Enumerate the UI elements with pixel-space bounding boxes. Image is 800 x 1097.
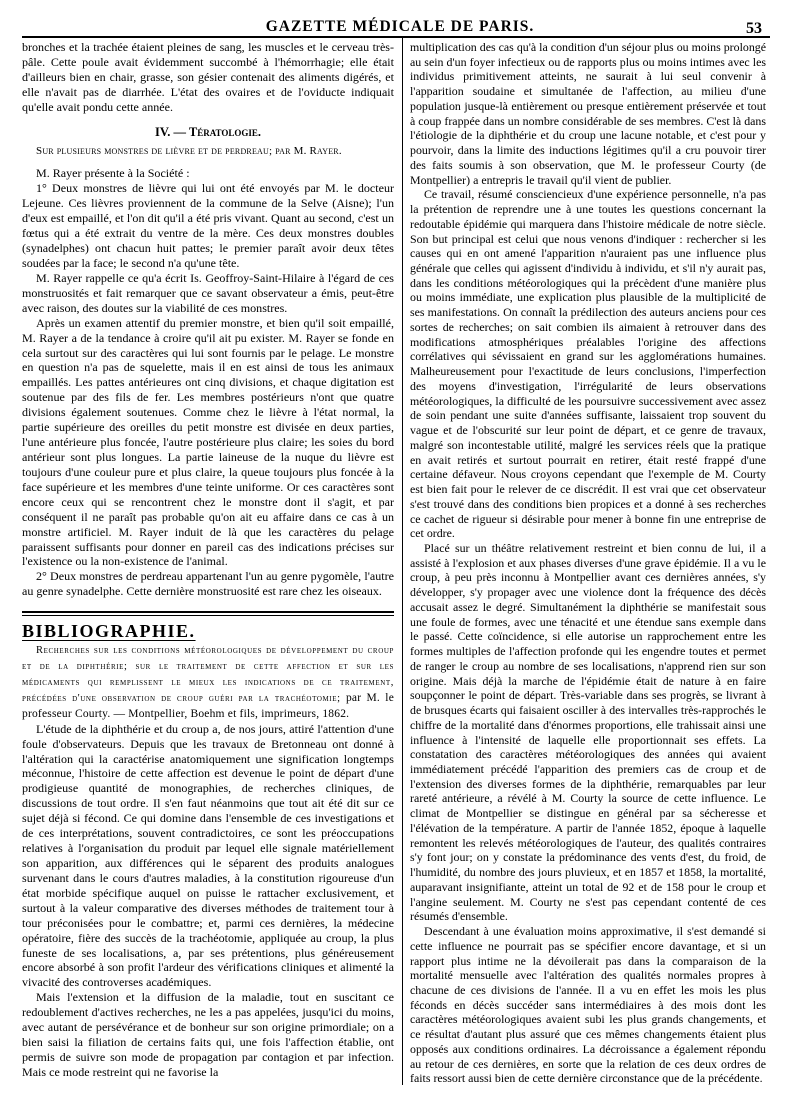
paragraph: Mais l'extension et la diffusion de la maladie, tout en suscitant ce redoublement d'actives recherches, ne les a pas appelées, jusqu'ici du moins, avec autant de persévérance et de bonheur sur son origine primordiale; on a bien saisi la filiation de certains faits qui, une fois l'affection établie, ont permis de suivre son mode de propagation par contagion et par infection. Mais ce mode restreint qui ne favorise la — [22, 990, 394, 1079]
article-subheading: Sur plusieurs monstres de lièvre et de perdreau; par M. Rayer. — [36, 144, 342, 157]
section-divider — [22, 611, 394, 616]
paragraph: L'étude de la diphthérie et du croup a, de nos jours, attiré l'attention d'une foule d'observateurs. Depuis que les travaux de Bretonneau ont donné à l'altération qui la caractérise anatomiquement une signification longtemps méconnue, l'histoire de cette affection est devenue le point de départ d'une prodigieuse quantité de monographies, de recherches cliniques, de discussions de tout ordre. Il s'en faut néanmoins que tout ait été dit sur ce sujet déjà si fécond. Ce qui domine dans l'ensemble de ces investigations et de ces interprétations, souvent contradictoires, ce sont les préoccupations relatives à l'organisation du produit par lequel elle signale matériellement son apparition, aux différences qui le séparent des produits analogues survenant dans le cours d'autres maladies, à la constitution rigoureuse d'un état morbide spécifique auquel on puisse le rattacher exclusivement, et surtout à la valeur comparative des diverses méthodes de traitement tour à tour préconisées pour le combattre; et, parmi ces dernières, la médecine opératoire, fière des succès de la trachéotomie, appliquée au croup, la plus funeste de ses localisations, a, par ses prétentions, plus généreusement encore absorbé à son profit l'ardeur des vérifications cliniques et alimenté la vivacité des controverses académiques. — [22, 721, 394, 990]
paragraph: 1° Deux monstres de lièvre qui lui ont été envoyés par M. le docteur Lejeune. Ces lièvres proviennent de la commune de la Selve (Aisne); l'un d'eux est empaillé, et l'on dit qu'il a été pris vivant. Quant au second, c'est un fœtus qui a été extrait du ventre de la mère. Ces deux monstres doubles (synadelphes) ont chacun huit pattes; le premier paraît avoir deux têtes soudées par la face; le second n'a qu'une tête. — [22, 181, 394, 270]
paragraph: 2° Deux monstres de perdreau appartenant l'un au genre pygomèle, l'autre au genre synadelphe. Cette dernière monstruosité est rare chez les oiseaux. — [22, 569, 394, 599]
header-rule — [22, 36, 770, 38]
paragraph: M. Rayer rappelle ce qu'a écrit Is. Geoffroy-Saint-Hilaire à l'égard de ces monstruosités et fait remarquer que ce savant observateur a émis, peut-être avec raison, des doutes sur la viabilité de ces monstres. — [22, 270, 394, 315]
page-number: 53 — [746, 20, 762, 37]
paragraph-continued: bronches et la trachée étaient pleines de sang, les muscles et le cerveau très-pâle. Cette poule avait évidemment succombé à l'hémorrhagie; elle était d'ailleurs bien en chair, grasse, son gésier contenait des aliments digérés, et elle n'avait pas de diarrhée. L'état des ovaires et de l'oviducte indiquait qu'elle avait pondu cette année. — [22, 40, 394, 114]
paragraph: Ce travail, résumé consciencieux d'une expérience personnelle, n'a pas la prétention de reprendre une à une toutes les questions concernant la redoutable épidémie qui marquera dans l'histoire médicale de notre siècle. Son but principal est celui que nous venons d'indiquer : rechercher si les causes qui en ont amené l'apparition n'auraient pas une influence plus générale que celles qui agissent d'individu à individu, et s'il n'y aurait pas, dans les conditions météorologiques qui la précèdent d'une manière plus ou moins immédiate, une explication plus plausible de la multiplicité de ses manifestations. On connaît la prédilection des auteurs anciens pour ces sortes de recherches; on sait combien ils aimaient à retrouver dans des modifications atmosphériques préalables l'origine des affections corrélatives qui sévissaient en grand sur les agglomérations humaines. Malheureusement pour l'exactitude de leurs conclusions, l'imperfection des moyens d'investigation, l'irrégularité de leurs observations météorologiques, la difficulté de les poursuivre successivement avec assez de soin pendant une suite d'années suffisante, laissaient trop souvent du vague et de l'obscurité sur leur point de départ, et ce genre de travaux, malgré son incontestable utilité, malgré les services réels que la pratique en avait retirés et surtout pourrait en retirer, était resté frappé d'une certaine défaveur. Nous croyons cependant que l'exemple de M. Courty est bien fait pour le relever de ce discrédit. Il est vrai que cet observateur s'est trouvé dans des conditions bien propices et a donné à ses recherches ce cachet de rigueur si désirable pour mener à bonne fin une entreprise de cet ordre. — [410, 187, 766, 541]
journal-title: GAZETTE MÉDICALE DE PARIS. — [265, 18, 535, 35]
paragraph: Placé sur un théâtre relativement restreint et bien connu de lui, il a assisté à l'explosion et aux phases diverses d'une grave épidémie. Il a vu le croup, à peu près inconnu à Montpellier avant ces dernières années, s'y développer, s'y propager avec une violence dont la fréquence des décès accusait assez le degré. Simultanément la diphthérie se manifestait sous une foule de formes, avec une ténacité et une étendue sans exemple dans le passé. Cette coïncidence, si elle autorise un rapprochement entre les formes multiples de l'affection profonde qui les engendre toutes et permet de ranger le croup au nombre de ses localisations, n'apprend rien sur son origine. Mais déjà la marche de l'épidémie était de nature à en faire soupçonner le point de départ. Très-variable dans ses progrès, se livrant à de brusques écarts qui faisaient osciller à des intervalles très-rapprochés le chiffre de la mortalité dans d'énormes proportions, elle trahissait ainsi une influence à l'intensité de laquelle elle proportionnait ses effets. La constatation des caractères météorologiques des années qui avaient immédiatement précédé l'apparition des premiers cas de croup et de l'extension des diverses formes de la diphthérie, remarquables par leur rareté antérieure, a révélé à M. Courty la source de cette influence. Le climat de Montpellier se distingue en général par sa sécheresse et l'élévation de la température. A partir de l'année 1852, époque à laquelle remontent les relevés météorologiques de l'auteur, des qualités contraires s'y font jour; on y constate la prédominance des vents d'est, du froid, de l'humidité, du nombre des jours pluvieux, et en 1857 et 1858, la mortalité, auparavant insignifiante, atteint un total de 92 et de 158 pour le croup et l'angine seulement. M. Courty ne s'est pas cependant contenté de ces résumés d'ensemble. — [410, 540, 766, 924]
right-column — [410, 40, 766, 1086]
column-divider — [402, 38, 403, 1085]
bibliography-citation — [22, 643, 394, 722]
paragraph: M. Rayer présente à la Société : — [36, 166, 190, 181]
bibliography-heading: BIBLIOGRAPHIE. — [22, 621, 196, 642]
section-heading-teratologie: IV. — Tératologie. — [154, 124, 262, 139]
running-header — [0, 8, 800, 38]
paragraph: Descendant à une évaluation moins approximative, il s'est demandé si cette influence ne pourrait pas se spécifier encore davantage, et si un rapport plus intime ne la dévoilerait pas dans la comparaison de la mortalité mensuelle avec l'altération des qualités normales propres à chacune de ces divisions de l'année. Il a vu en effet les mois les plus féconds en décès succéder sans intermédiaires à des mois dont les caractères météorologiques avaient subi les plus grands changements, et ce résultat d'autant plus assuré que ces mêmes changements étaient plus opposés aux conditions ordinaires. La décroissance a également répondu au retour de ces dernières, en sorte que la relation de ces deux ordres de faits ressort aussi bien de cette dernière circonstance que de la précédente. — [410, 924, 766, 1086]
left-column — [22, 40, 394, 1080]
paragraph-continued: multiplication des cas qu'à la condition d'un séjour plus ou moins prolongé au sein d'un foyer infectieux ou de rapports plus ou moins intimes avec les individus primitivement atteints, ne saurait à lui seul convenir à l'apparition soudaine et simultanée de l'affection, au milieu d'une population jusque-là entièrement ou presque entièrement préservée et tout à coup frappée dans un nombre considérable de ses membres. C'est là dans l'étiologie de la diphthérie et du croup une lacune notable, et c'est pour y pourvoir, dans la limite des inductions légitimes qu'il a cru pouvoir tirer des faits soumis à son observation, que M. le professeur Courty (de Montpellier) a entrepris le travail qu'il vient de publier. — [410, 40, 766, 187]
citation-author: par M. le professeur Courty. — Montpellier, Boehm et fils, imprimeurs, 1862. — [22, 691, 394, 720]
paragraph: Après un examen attentif du premier monstre, et bien qu'il soit empaillé, M. Rayer a de la tendance à croire qu'il ait pu exister. M. Rayer se fonde en cela surtout sur des caractères qui lui sont fournis par le pelage. Le monstre en question n'a pas de squelette, mais il en est ainsi de tous les animaux empaillés. Les pattes antérieures ont cinq divisions, et chaque digitation est soutenue par des fils de fer. Les membres postérieurs n'ont que quatre divisions également soutenues. Comme chez le lièvre à l'état normal, la partie supérieure des oreilles du petit monstre est divisée en deux parties, l'une antérieure plus foncée, l'autre postérieure plus claire; les soies du bord antérieur sont plus longues. La partie laineuse de la nuque du lièvre est toujours d'une couleur pure et plus claire, la queue toujours plus foncée à la face supérieure et les membres d'une teinte uniforme. Or ces caractères sont encore ceux qui se rencontrent chez le monstre dont il s'agit, et par conséquent il ne paraît pas probable qu'on ait eu affaire dans ce cas à un monstre artificiel. M. Rayer induit de là que les caractères du pelage paraissent suffisants pour donner en pareil cas des indications précises sur l'existence ou la non-existence de l'animal. — [22, 315, 394, 569]
citation-title: Recherches sur les conditions météorologiques de développement du croup et de la diphthérie; sur le traitement de cette affection et sur les médicaments qui remplissent le mieux les indications de ce traitement, précédées d'une observation de croup guéri par la trachéotomie; — [22, 645, 394, 704]
